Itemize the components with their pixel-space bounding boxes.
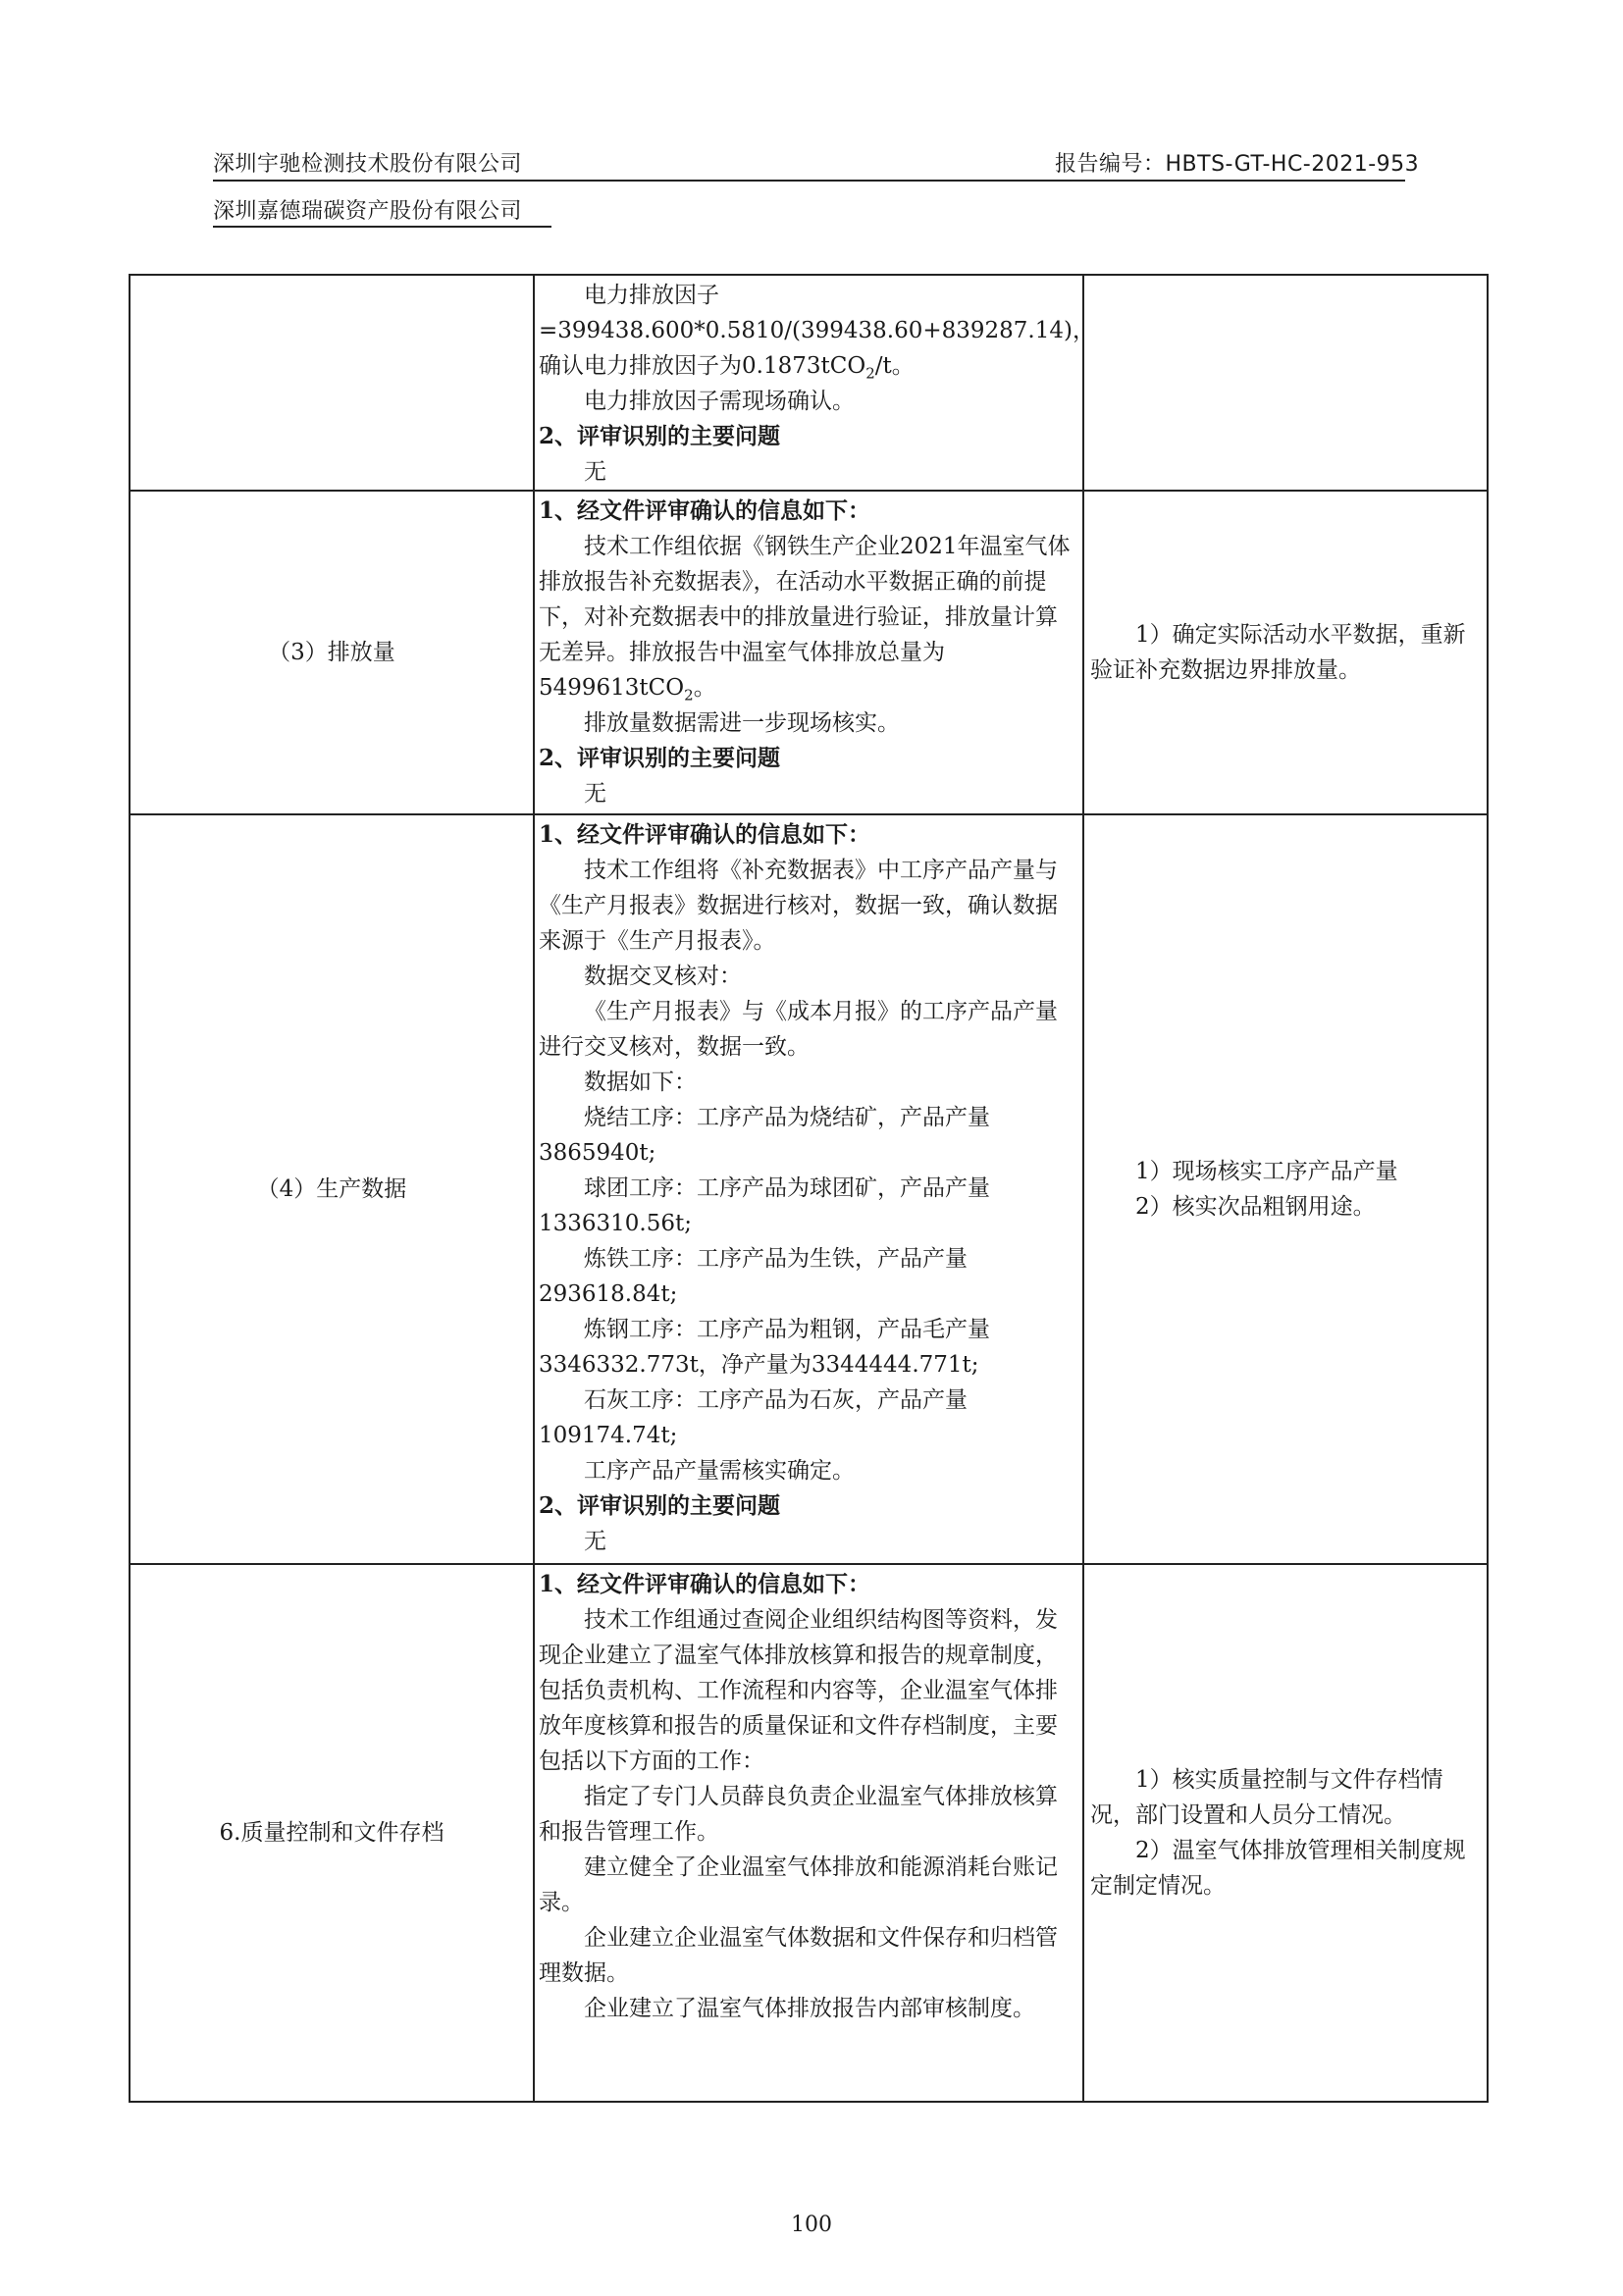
paragraph: 《生产月报表》与《成本月报》的工序产品产量进行交叉核对，数据一致。 <box>539 999 1058 1060</box>
category-cell: （4）生产数据 <box>130 814 534 1564</box>
page-number: 100 <box>791 2213 832 2237</box>
section-heading: 1、经文件评审确认的信息如下： <box>539 497 871 524</box>
paragraph: 企业建立了温室气体排放报告内部审核制度。 <box>584 1996 1035 2021</box>
notes-cell <box>1083 275 1488 491</box>
section-heading: 1、经文件评审确认的信息如下： <box>539 1571 871 1597</box>
formula-line: =399438.600*0.5810/(399438.60+839287.14)， <box>539 318 1095 343</box>
content-cell <box>534 814 1083 1564</box>
paragraph: 指定了专门人员薛良负责企业温室气体排放核算和报告管理工作。 <box>539 1784 1058 1845</box>
paragraph: 工序产品产量需核实确定。 <box>584 1458 855 1484</box>
paragraph: 石灰工序：工序产品为石灰，产品产量109174.74t; <box>539 1387 968 1448</box>
category-cell: （3）排放量 <box>130 491 534 814</box>
header-company-1: 深圳宇驰检测技术股份有限公司 <box>213 152 523 177</box>
paragraph: 排放量数据需进一步现场核实。 <box>584 710 900 736</box>
paragraph: 炼铁工序：工序产品为生铁，产品产量293618.84t; <box>539 1246 968 1307</box>
paragraph: 电力排放因子 <box>584 283 719 308</box>
notes-cell <box>1083 814 1488 1564</box>
table-row <box>130 1564 1488 2102</box>
paragraph: 建立健全了企业温室气体排放和能源消耗台账记录。 <box>539 1854 1058 1915</box>
content-cell <box>534 491 1083 814</box>
paragraph: 企业建立企业温室气体数据和文件保存和归档管理数据。 <box>539 1925 1058 1986</box>
note-item: 2）核实次品粗钢用途。 <box>1135 1194 1376 1220</box>
section-heading: 1、经文件评审确认的信息如下： <box>539 821 871 848</box>
note-item: 1）核实质量控制与文件存档情况，部门设置和人员分工情况。 <box>1090 1767 1443 1828</box>
review-table <box>129 274 1489 2103</box>
content-cell <box>534 1564 1083 2102</box>
paragraph: 技术工作组通过查阅企业组织结构图等资料，发现企业建立了温室气体排放核算和报告的规章制度，包括负责机构、工作流程和内容等，企业温室气体排放年度核算和报告的质量保证和文件存档制度，主要包括以下方面的工作： <box>539 1607 1058 1774</box>
section-heading: 2、评审识别的主要问题 <box>539 1492 781 1519</box>
header-rule-short <box>213 226 551 228</box>
paragraph: 无 <box>584 1529 606 1554</box>
table-row <box>130 275 1488 491</box>
paragraph: 确认电力排放因子为0.1873tCO$_2$/t。 <box>539 353 915 383</box>
section-heading: 2、评审识别的主要问题 <box>539 423 781 449</box>
note-item: 2）温室气体排放管理相关制度规定制定情况。 <box>1090 1838 1466 1899</box>
paragraph: 无 <box>584 459 606 485</box>
paragraph: 数据如下： <box>584 1070 697 1095</box>
category-cell: 6.质量控制和文件存档 <box>130 1564 534 2102</box>
notes-cell <box>1083 1564 1488 2102</box>
paragraph: 烧结工序：工序产品为烧结矿，产品产量3865940t; <box>539 1105 990 1166</box>
paragraph: 技术工作组依据《钢铁生产企业2021年温室气体排放报告补充数据表》，在活动水平数据正确的前提下，对补充数据表中的排放量进行验证，排放量计算无差异。排放报告中温室气体排放总量为5499613tCO$_2$。 <box>539 534 1071 704</box>
section-heading: 2、评审识别的主要问题 <box>539 745 781 771</box>
header-rule <box>213 180 1405 182</box>
paragraph: 炼钢工序：工序产品为粗钢，产品毛产量3346332.773t，净产量为3344444.771t; <box>539 1317 990 1378</box>
note-item: 1）现场核实工序产品产量 <box>1135 1159 1398 1184</box>
note-item: 1）确定实际活动水平数据，重新验证补充数据边界排放量。 <box>1090 622 1466 683</box>
paragraph: 无 <box>584 781 606 807</box>
report-number: 报告编号：HBTS-GT-HC-2021-953 <box>1055 152 1420 177</box>
paragraph: 电力排放因子需现场确认。 <box>584 389 855 414</box>
paragraph: 数据交叉核对： <box>584 964 742 989</box>
category-cell <box>130 275 534 491</box>
table-row <box>130 814 1488 1564</box>
content-cell <box>534 275 1095 491</box>
paragraph: 球团工序：工序产品为球团矿，产品产量1336310.56t; <box>539 1175 990 1236</box>
notes-cell <box>1083 491 1488 814</box>
table-row <box>130 491 1488 814</box>
header-company-2: 深圳嘉德瑞碳资产股份有限公司 <box>213 199 523 224</box>
paragraph: 技术工作组将《补充数据表》中工序产品产量与《生产月报表》数据进行核对，数据一致，确认数据来源于《生产月报表》。 <box>539 858 1058 954</box>
